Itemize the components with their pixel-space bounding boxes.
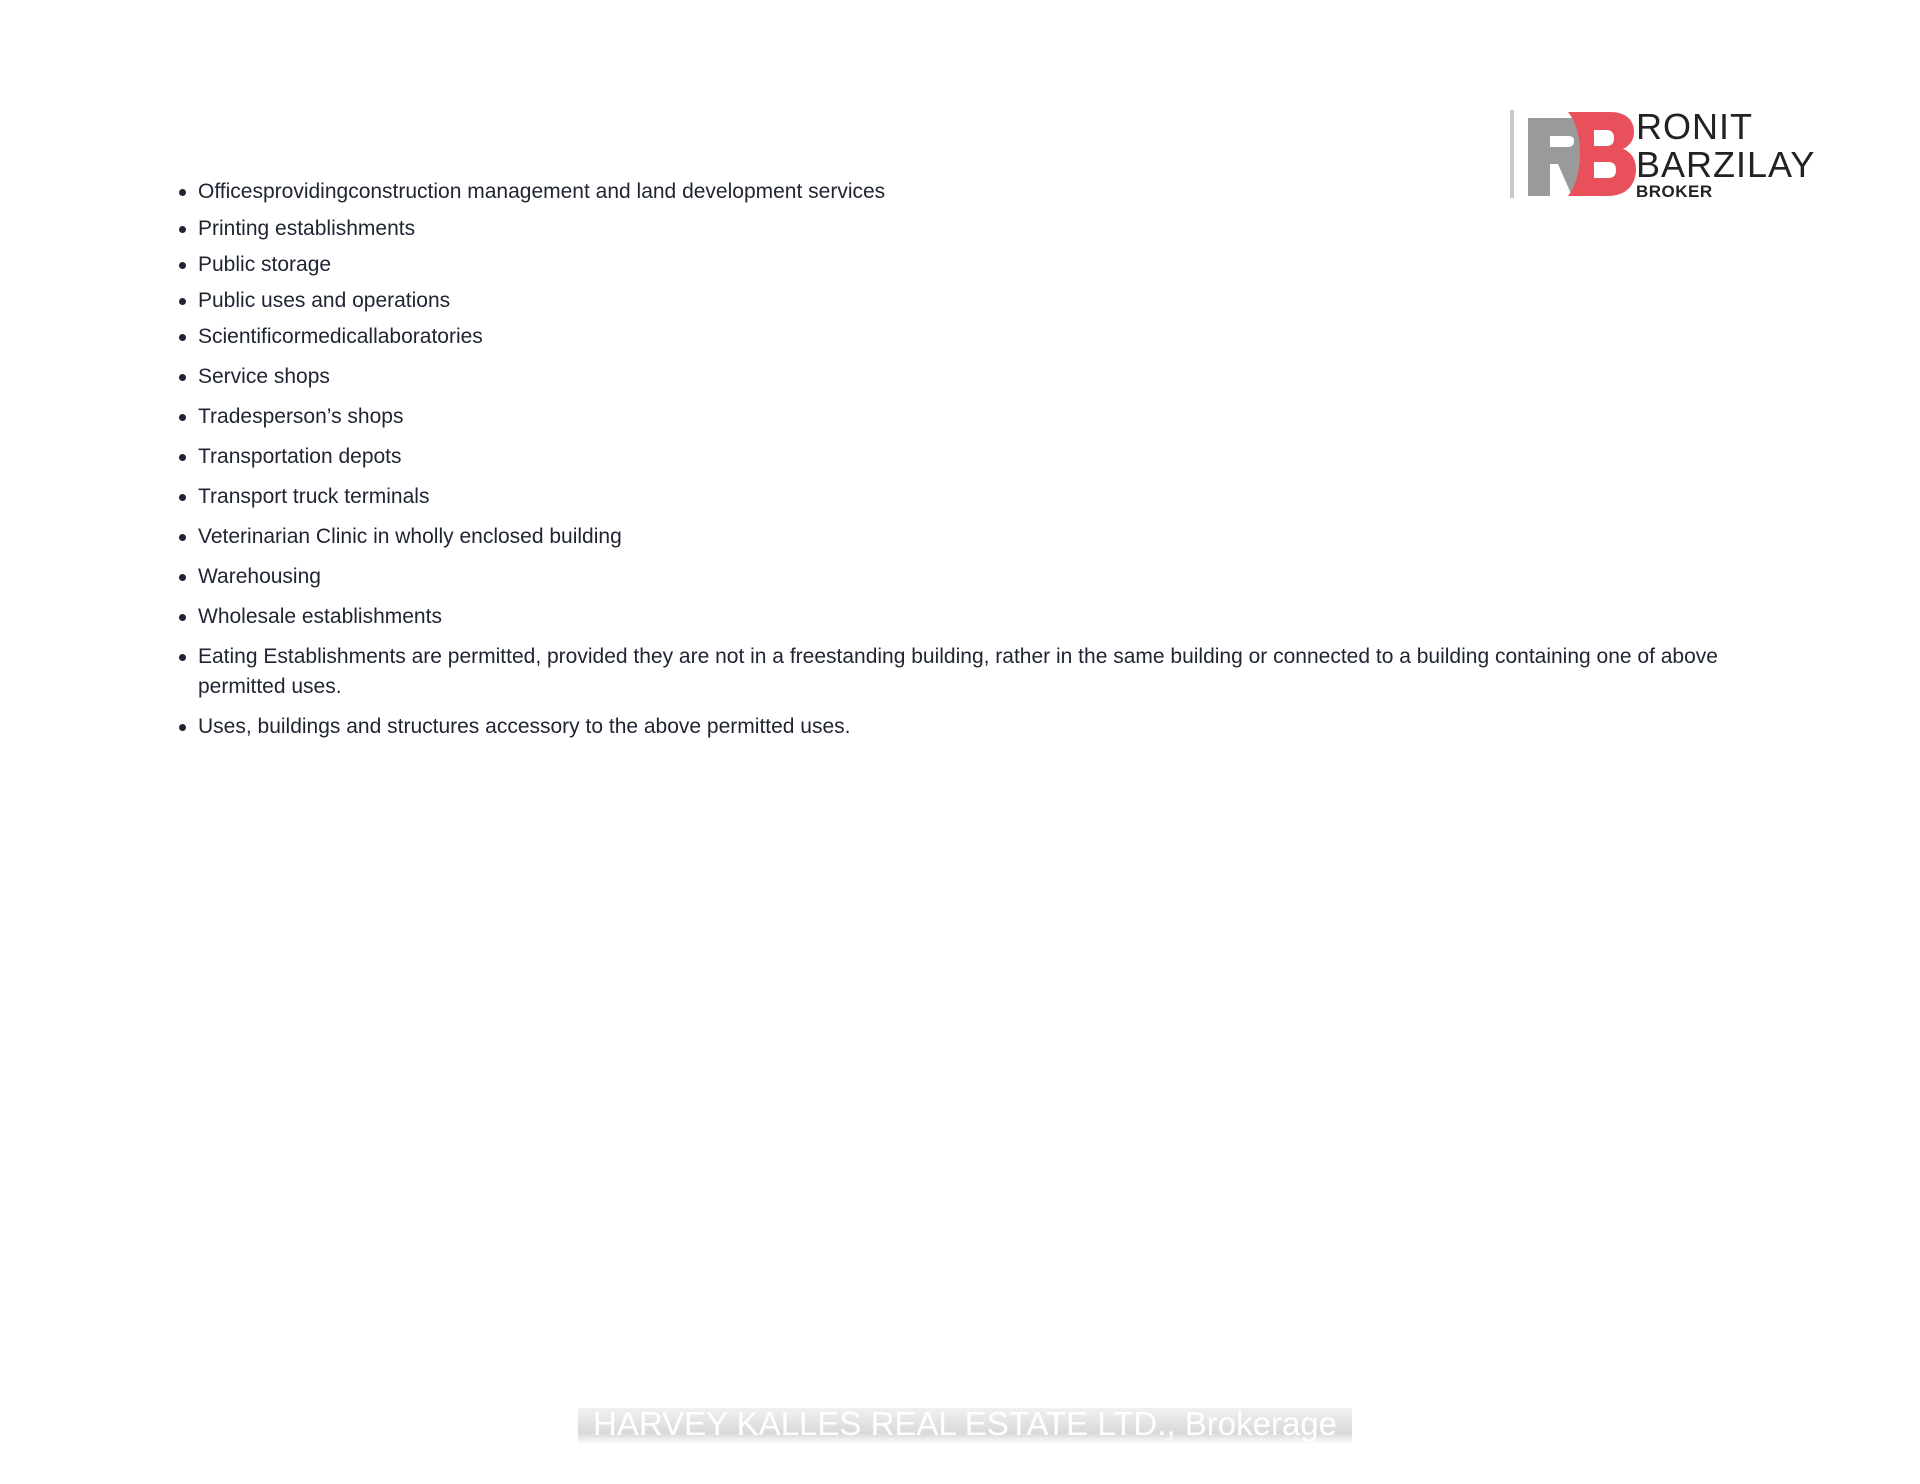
list-item-text: Public uses and operations: [198, 289, 451, 312]
bullet-icon: [179, 574, 186, 581]
list-item-text: Warehousing: [198, 565, 321, 588]
list-item-text: Transport truck terminals: [198, 485, 430, 508]
list-item-text: Service shops: [198, 365, 330, 388]
bullet-icon: [179, 414, 186, 421]
list-item: [176, 214, 1736, 244]
list-item: [176, 402, 1736, 432]
logo-name-first: RONIT: [1636, 106, 1753, 147]
list-item-text: Eating Establishments are permitted, provided they are not in a freestanding building, rather in the same building or connected to a building containing one of above permitted uses.: [198, 645, 1718, 698]
list-item: [176, 177, 1736, 207]
list-item-text: Veterinarian Clinic in wholly enclosed building: [198, 525, 622, 548]
footer-brokerage: HARVEY KALLES REAL ESTATE LTD., Brokerage: [592, 1405, 1338, 1442]
bullet-icon: [179, 454, 186, 461]
list-item: [176, 602, 1736, 632]
permitted-uses-list: [176, 177, 1736, 742]
logo-name-last: BARZILAY: [1636, 144, 1816, 185]
bullet-icon: [179, 374, 186, 381]
list-item-text: Transportation depots: [198, 445, 402, 468]
list-item-text: Public storage: [198, 253, 332, 276]
list-item: [176, 482, 1736, 512]
bullet-icon: [179, 654, 186, 661]
list-item-text: Officesprovidingconstruction management and land development services: [198, 180, 886, 203]
bullet-icon: [179, 189, 186, 196]
bullet-icon: [179, 298, 186, 305]
bullet-icon: [179, 226, 186, 233]
bullet-icon: [179, 262, 186, 269]
list-item: [176, 250, 1736, 280]
list-item-text: Scientificormedicallaboratories: [198, 325, 483, 348]
list-item: [176, 286, 1736, 316]
list-item: [176, 322, 1736, 352]
list-item: [176, 562, 1736, 592]
list-item-text: Tradesperson’s shops: [198, 405, 404, 428]
logo-title: BROKER: [1636, 182, 1713, 201]
bullet-icon: [179, 724, 186, 731]
bullet-icon: [179, 334, 186, 341]
list-item-text: Wholesale establishments: [198, 605, 442, 628]
list-item-text: Printing establishments: [198, 217, 416, 240]
list-item: [176, 522, 1736, 552]
list-item-text: Uses, buildings and structures accessory to the above permitted uses.: [198, 715, 851, 738]
list-item: [176, 712, 1736, 742]
list-item: [176, 642, 1736, 702]
bullet-icon: [179, 614, 186, 621]
bullet-icon: [179, 534, 186, 541]
list-item: [176, 362, 1736, 392]
list-item: [176, 442, 1736, 472]
bullet-icon: [179, 494, 186, 501]
